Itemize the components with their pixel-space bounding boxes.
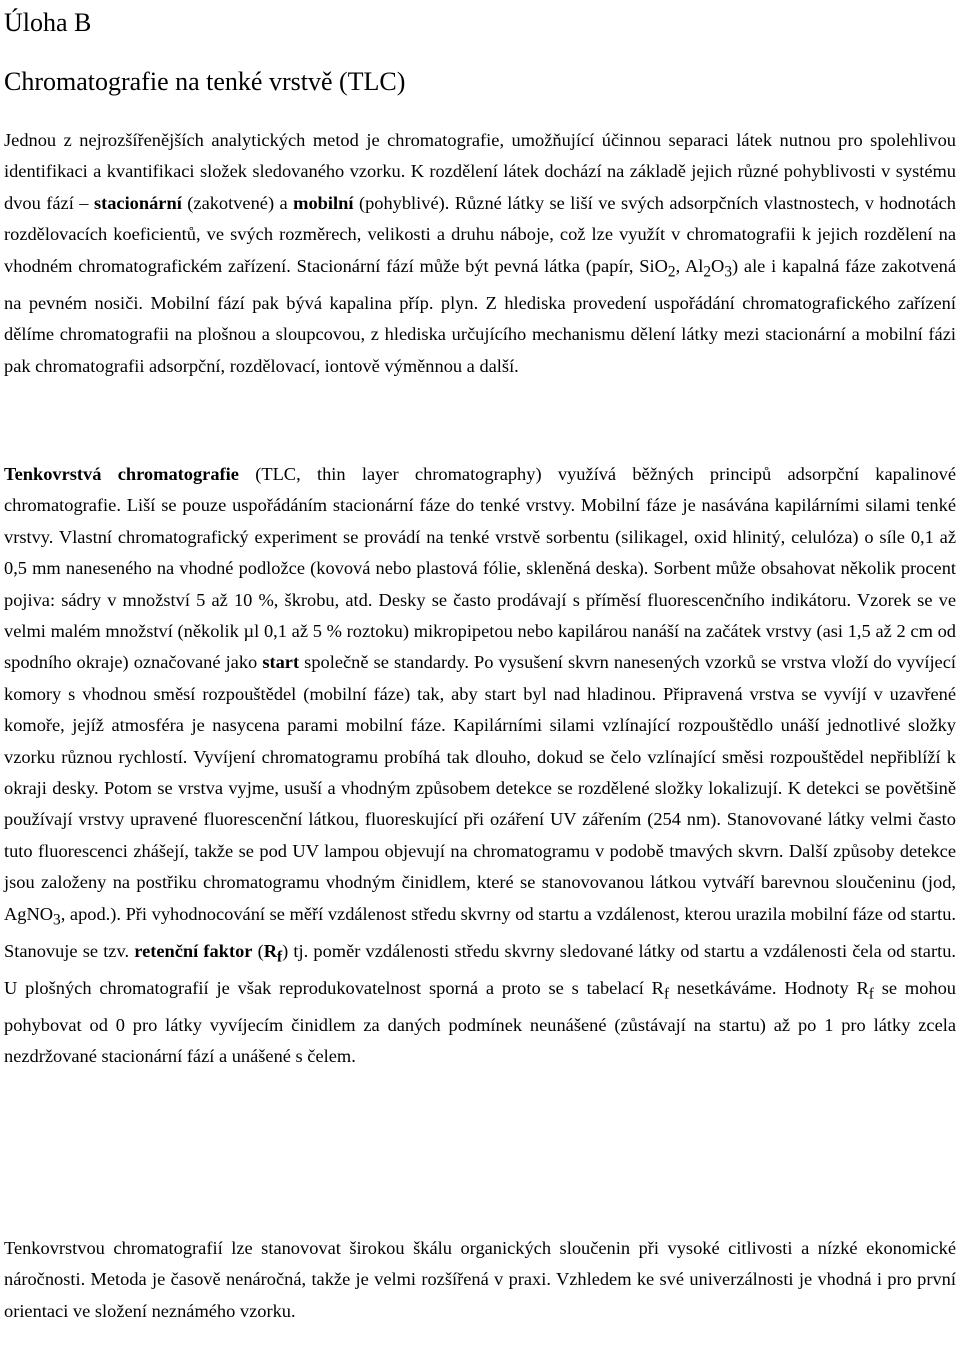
text-run: O	[711, 255, 725, 276]
text-run: (pohyblivé). Různé látky se liší ve svých adsorpčních vlastnostech, v hodnotách rozdělovacích koeficientů, ve svých rozměrech, velikosti a druhu náboje, což lze využít v chromatografii k jejich rozdělení na vhodném chromatografickém zařízení. Stacionární fází může být pevná látka (papír, SiO	[4, 192, 956, 276]
subscript: f	[663, 985, 670, 1003]
text-run: , apod.). Při vyhodnocování se měří vzdálenost středu skvrny od startu a vzdálenost, kterou urazila mobilní fáze od startu. Stanovuje se tzv.	[4, 903, 957, 961]
subscript: 3	[724, 263, 732, 281]
term-rf-symbol: R	[263, 940, 278, 961]
text-run: nesetkáváme. Hodnoty R	[669, 977, 869, 998]
text-run: Jednou z nejrozšířenějších analytických metod je chromatografie, umožňující účinnou separaci látek nutnou pro spolehlivou identifikaci a kvantifikaci složek sledovaného vzorku. K rozdělení látek dochází na základě jejich různé pohyblivosti v systému dvou fází –	[4, 130, 956, 213]
subscript: f	[868, 985, 874, 1003]
text-run: , Al	[675, 255, 704, 276]
text-run: (TLC, thin layer chromatography) využívá běžných principů adsorpční kapalinové chromatografie. Liší se pouze uspořádáním stacionární fáze do tenké vrstvy. Mobilní fáze je nasávána kapilárními silami tenké vrstvy. Vlastní chromatografický experiment se provádí na tenké vrstvě sorbentu (silikagel, oxid hlinitý, celulóza) o síle 0,1 až 0,5 mm naneseného na vhodné podložce (kovová nebo plastová fólie, skleněná deska). Sorbent může obsahovat několik procent pojiva: sádry v množství 5 až 10 %, škrobu, atd. Desky se často prodávají s příměsí fluorescenčního indikátoru. Vzorek se ve velmi malém množství (několik µl 0,1 až 5 % roztoku) mikropipetou nebo kapilárou nanáší na začátek vrstvy (asi 1,5 až 2 cm od spodního okraje) označované jako	[4, 464, 956, 673]
text-run: ) tj. poměr vzdálenosti středu skvrny sledované látky od startu a vzdálenosti čela od startu. U plošných chromatografií je však reprodukovatelnost sporná a proto se s tabelací R	[4, 940, 956, 998]
text-run: ) ale i kapalná fáze zakotvená na pevném nosiči. Mobilní fází pak bývá kapalina příp. plyn. Z hlediska provedení uspořádání chromatografického zařízení dělíme chromatografii na plošnou a sloupcovou, z hlediska určujícího mechanismu dělení látky mezi stacionární a mobilní fázi pak chromatografii adsorpční, rozdělovací, iontově výměnnou a další.	[4, 255, 956, 376]
text-run: (	[252, 940, 264, 961]
text-run: Tenkovrstvou chromatografií lze stanovovat širokou škálu organických sloučenin při vysoké citlivosti a nízké ekonomické náročnosti. Metoda je časově nenáročná, takže je velmi rozšířená v praxi. Vzhledem ke své univerzálnosti je vhodná i pro první orientaci ve složení neznámého vzorku.	[4, 1238, 956, 1321]
term-tlc: Tenkovrstvá chromatografie	[4, 464, 239, 484]
term-start: start	[262, 652, 300, 673]
subscript: f	[277, 948, 283, 966]
subscript: 2	[703, 263, 712, 281]
paragraph-intro	[4, 125, 956, 382]
subscript: 3	[53, 911, 61, 929]
text-run: společně se standardy. Po vysušení skvrn nanesených vzorků se vrstva vloží do vyvíjecí komory s vhodnou směsí rozpouštědel (mobilní fáze) tak, aby start byl nad hladinou. Připravená vrstva se vyvíjí v uzavřené komoře, jejíž atmosféra je nasycena parami mobilní fáze. Kapilárními silami vzlínající rozpouštědlo unáší jednotlivé složky vzorku různou rychlostí. Vyvíjení chromatogramu probíhá tak dlouho, dokud se čelo vzlínající směsi rozpouštědel nepřiblíží k okraji desky. Potom se vrstva vyjme, usuší a vhodným způsobem detekce se rozdělené složky lokalizují. K detekci se povětšině používají vrstvy upravené fluorescenční látkou, fluoreskující při ozáření UV zářením (254 nm). Stanovované látky velmi často tuto fluorescenci zhášejí, takže se pod UV lampou objevují na chromatogramu v podobě tmavých skvrn. Další způsoby detekce jsou založeny na postřiku chromatogramu vhodným činidlem, které se stanovovanou látkou vytváří barevnou sloučeninu (jod, AgNO	[4, 652, 956, 924]
paragraph-conclusion	[4, 1233, 956, 1327]
paragraph-tlc	[4, 459, 956, 1073]
text-run: (zakotvené) a	[181, 192, 294, 213]
term-mobile: mobilní	[293, 192, 354, 213]
term-stationary: stacionární	[93, 192, 182, 213]
task-label: Úloha B	[4, 8, 92, 37]
document-title: Chromatografie na tenké vrstvě (TLC)	[4, 67, 406, 96]
subscript: 2	[667, 263, 676, 281]
term-retention-factor: retenční faktor	[134, 940, 253, 961]
text-run: se mohou pohybovat od 0 pro látky vyvíjecím činidlem za daných podmínek neunášené (zůstávají na startu) až po 1 pro látky zcela nezdržované stacionární fází a unášené s čelem.	[4, 977, 956, 1067]
